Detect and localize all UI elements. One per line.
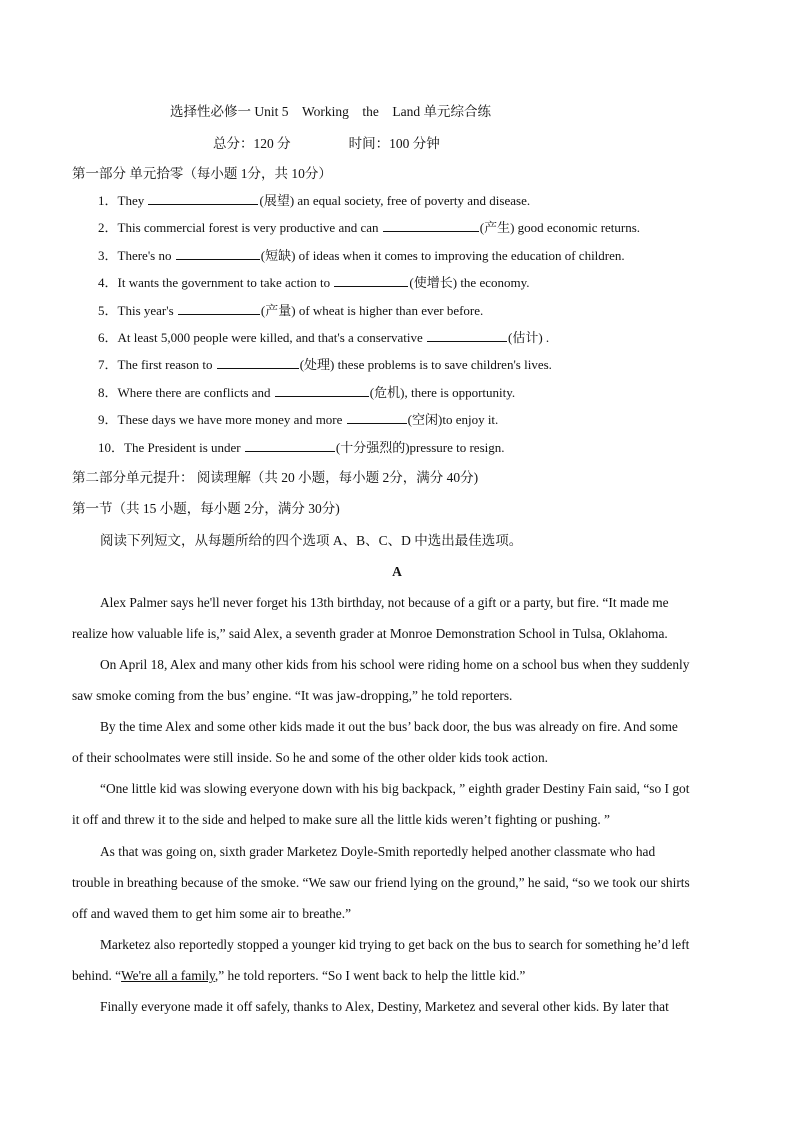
answer-blank[interactable] [176, 246, 260, 260]
passage-paragraph [72, 773, 722, 835]
paragraph-first-line: By the time Alex and some other kids made it out the bus’ back door, the bus was already on fire. And some [100, 719, 678, 734]
item-number: 5． [98, 302, 118, 318]
vocab-item [98, 410, 498, 429]
item-text-before: There's no [117, 247, 175, 263]
answer-blank[interactable] [275, 383, 369, 397]
paragraph-first-line: Marketez also reportedly stopped a younger kid trying to get back on the bus to search for something he’d left [100, 937, 690, 952]
item-text-before: It wants the government to take action to [117, 275, 334, 291]
passage-paragraph [72, 587, 722, 649]
item-text-after: (展望) an equal society, free of poverty and disease. [259, 193, 531, 208]
item-text-before: This year's [117, 302, 177, 318]
document-title: 选择性必修一 Unit 5 Working the Land 单元综合练 [170, 104, 492, 119]
vocab-item [98, 273, 530, 292]
vocab-item [98, 218, 640, 237]
vocab-item [98, 246, 625, 265]
paragraph-line [72, 960, 722, 991]
paragraph-first-line: As that was going on, sixth grader Marketez Doyle-Smith reportedly helped another classmate who had [100, 844, 656, 859]
item-text-after: (短缺) of ideas when it comes to improving the education of children. [260, 247, 625, 263]
answer-blank[interactable] [245, 438, 335, 452]
passage-paragraph [72, 929, 722, 991]
item-number: 1． [98, 193, 118, 208]
paragraph-line: of their schoolmates were still inside. So he and some of the other older kids took action. [72, 750, 549, 765]
answer-blank[interactable] [347, 410, 407, 424]
instructions: 阅读下列短文，从每题所给的四个选项 A、B、C、D 中选出最佳选项。 [100, 533, 523, 548]
item-number: 2． [98, 220, 118, 236]
score-time-line [213, 135, 440, 153]
item-number: 6． [98, 330, 118, 345]
item-text-before: The President is under [124, 439, 244, 455]
paragraph-line: trouble in breathing because of the smoke. “We saw our friend lying on the ground,” he said, “so we took our shirts [72, 875, 690, 890]
vocab-item [98, 383, 515, 402]
item-text-before: They [117, 193, 148, 208]
part2-heading: 第二部分单元提升： 阅读理解（共 20 小题，每小题 2分，满分 40分) [72, 470, 479, 485]
passage-paragraph [72, 836, 722, 929]
vocab-item [98, 191, 530, 210]
item-text-before: Where there are conflicts and [117, 384, 274, 400]
line-text: behind. “ [72, 968, 122, 983]
vocab-item [98, 328, 549, 347]
item-number: 4． [98, 275, 118, 291]
paragraph-line: realize how valuable life is,” said Alex, a seventh grader at Monroe Demonstration School in Tulsa, Oklahoma. [72, 626, 668, 641]
answer-blank[interactable] [334, 273, 408, 287]
answer-blank[interactable] [178, 301, 260, 315]
item-text-before: The first reason to [117, 357, 216, 373]
item-text-before: This commercial forest is very productive and can [117, 220, 382, 236]
paragraph-first-line: On April 18, Alex and many other kids from his school were riding home on a school bus when they suddenly [100, 657, 690, 672]
paragraph-first-line: Finally everyone made it off safely, thanks to Alex, Destiny, Marketez and several other kids. By later that [100, 999, 669, 1014]
item-text-after: (危机), there is opportunity. [369, 384, 516, 400]
item-number: 10． [98, 439, 125, 455]
vocab-item [98, 355, 552, 374]
passage-paragraph [72, 711, 722, 773]
line-text: ,” he told reporters. “So I went back to help the little kid.” [214, 968, 526, 983]
part1-heading: 第一部分 单元拾零（每小题 1分，共 10分） [72, 166, 332, 181]
vocab-item [98, 301, 483, 320]
item-text-after: (空闲)to enjoy it. [407, 412, 499, 428]
paragraph-line: off and waved them to get him some air to breathe.” [72, 906, 352, 921]
paragraph-first-line: “One little kid was slowing everyone down with his big backpack, ” eighth grader Destiny Fain said, “so I got [100, 781, 690, 796]
item-number: 7． [98, 357, 118, 373]
item-text-before: At least 5,000 people were killed, and that's a conservative [117, 330, 426, 345]
paragraph-line: saw smoke coming from the bus’ engine. “It was jaw-dropping,” he told reporters. [72, 688, 513, 703]
passage-label: A [392, 564, 402, 579]
passage-paragraph [72, 991, 722, 1022]
item-text-after: (产生) good economic returns. [479, 220, 641, 236]
total-score: 总分：120 分 [213, 136, 291, 151]
answer-blank[interactable] [148, 191, 258, 205]
answer-blank[interactable] [217, 355, 299, 369]
item-text-before: These days we have more money and more [117, 412, 346, 428]
item-number: 8． [98, 384, 118, 400]
paragraph-line: it off and threw it to the side and helped to make sure all the little kids weren’t fighting or pushing. ” [72, 812, 610, 827]
item-number: 3． [98, 247, 118, 263]
answer-blank[interactable] [383, 218, 479, 232]
section1-heading: 第一节（共 15 小题，每小题 2分，满分 30分) [72, 501, 340, 516]
item-text-after: (使增长) the economy. [409, 275, 530, 291]
item-text-after: (产量) of wheat is higher than ever before. [260, 302, 484, 318]
passage-paragraph [72, 649, 722, 711]
answer-blank[interactable] [427, 328, 507, 342]
item-text-after: (处理) these problems is to save children's lives. [299, 357, 552, 373]
item-text-after: (估计) . [507, 330, 550, 345]
item-number: 9． [98, 412, 118, 428]
underlined-phrase: We're all a family [121, 968, 215, 983]
time-limit: 时间：100 分钟 [348, 136, 440, 151]
vocab-item [98, 438, 505, 457]
item-text-after: (十分强烈的)pressure to resign. [335, 439, 505, 455]
paragraph-first-line: Alex Palmer says he'll never forget his 13th birthday, not because of a gift or a party, but fire. “It made me [100, 595, 669, 610]
